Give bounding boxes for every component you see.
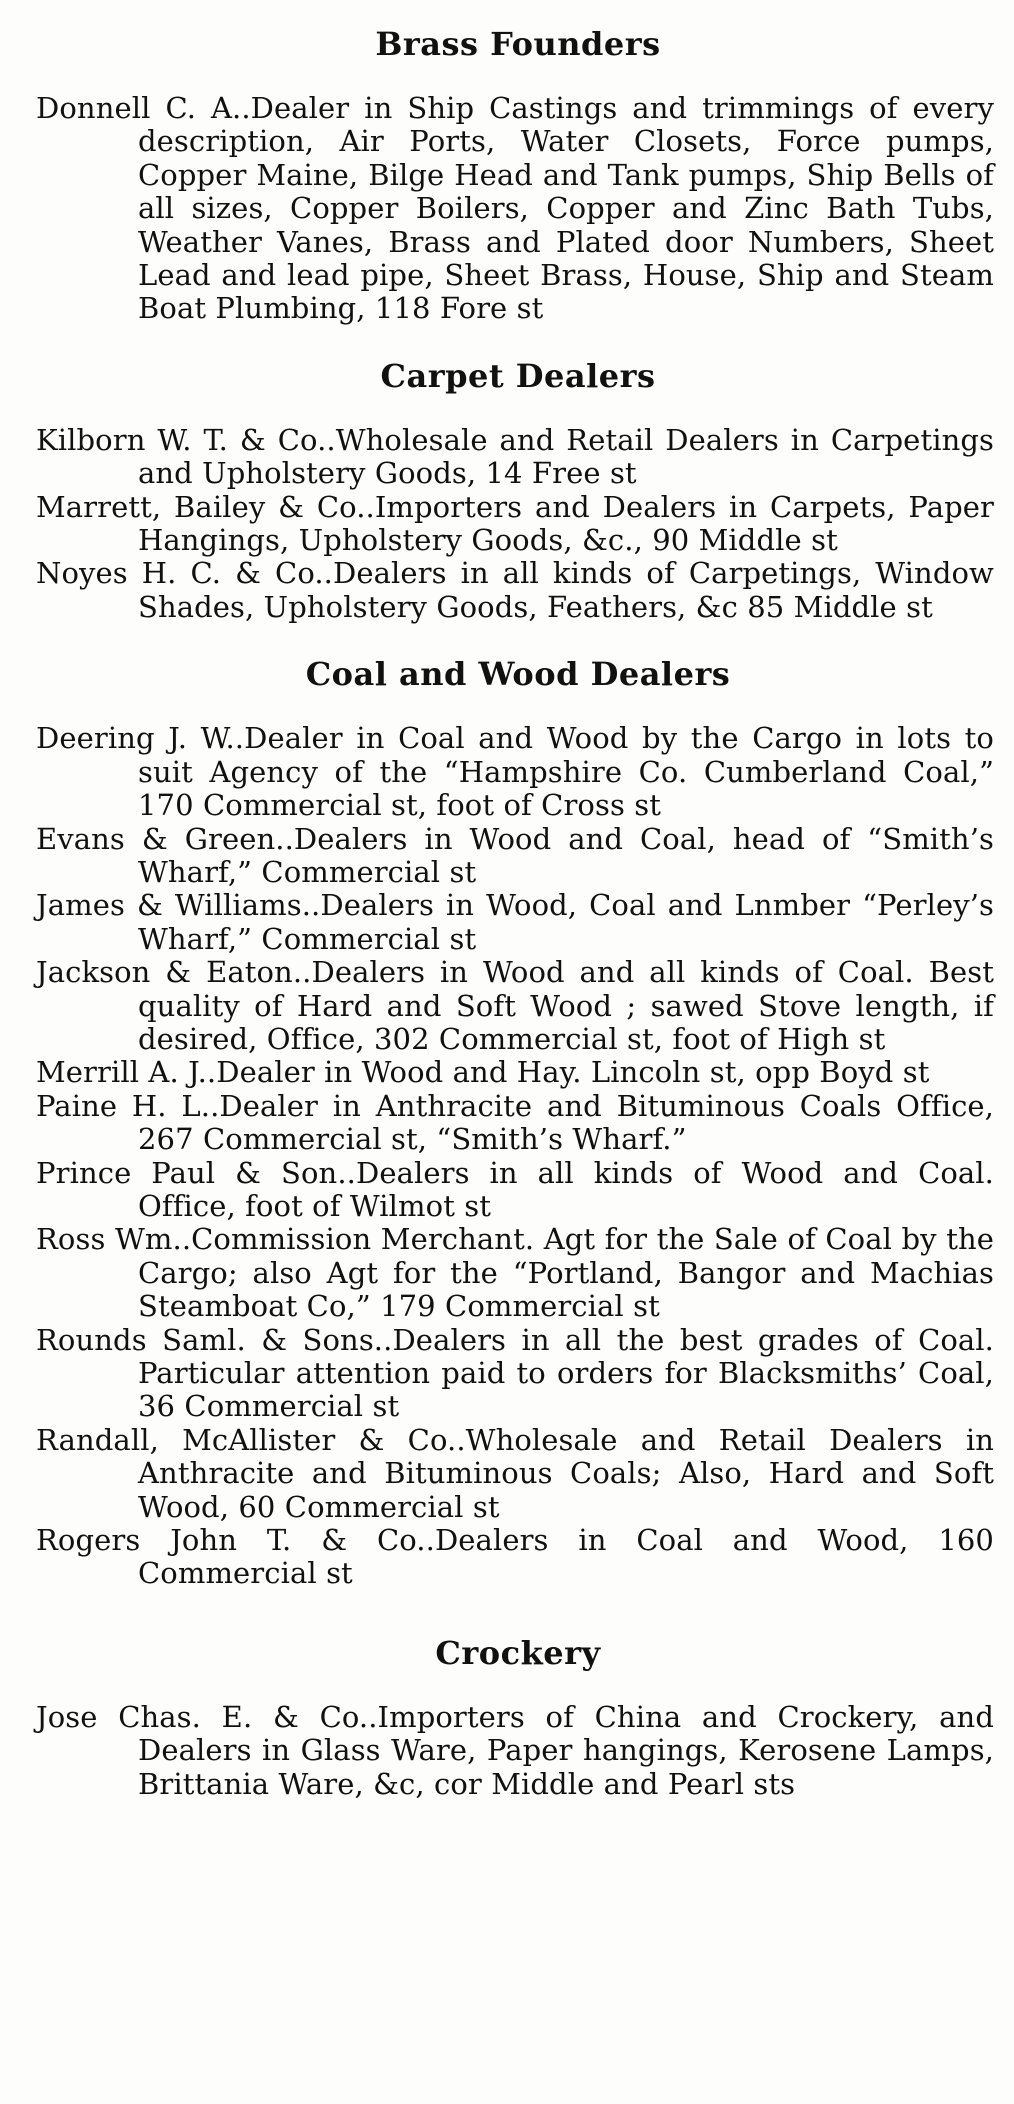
directory-entry (36, 722, 994, 822)
entry-text: Dealers in Wood and Coal, head of “Smith’s Wharf,” Commercial st (138, 821, 994, 889)
entry-name: Evans & Green.. (36, 821, 294, 856)
entry-text: Importers and Dealers in Carpets, Paper Hangings, Upholstery Goods, &c., 90 Middle st (138, 489, 995, 558)
entry-text: Dealers in Wood and all kinds of Coal. Best quality of Hard and Soft Wood ; sawed Stove length, if desired, Office, 302 Commercial st, foot of High st (138, 955, 995, 1056)
entry-name: Kilborn W. T. & Co.. (36, 422, 336, 457)
entry-name: Noyes H. C. & Co.. (36, 556, 333, 591)
directory-entry (36, 1424, 994, 1524)
entry-text: Dealer in Wood and Hay. Lincoln st, opp Boyd st (216, 1055, 930, 1090)
section-heading: Carpet Dealers (380, 356, 656, 395)
section-heading: Brass Founders (375, 25, 661, 63)
entry-text: Dealers in Wood, Coal and Lnmber “Perley’s Wharf,” Commercial st (138, 888, 995, 956)
section-heading: Coal and Wood Dealers (305, 655, 731, 694)
directory-entry (36, 491, 994, 558)
directory-entry (36, 1056, 994, 1089)
directory-entry (36, 1090, 994, 1157)
section-heading: Crockery (435, 1633, 601, 1672)
entry-text: Wholesale and Retail Dealers in Carpetings and Upholstery Goods, 14 Free st (138, 422, 994, 491)
section-crockery (36, 1633, 994, 1801)
entry-text: Dealers in all kinds of Wood and Coal. Office, foot of Wilmot st (138, 1155, 995, 1223)
entry-name: Donnell C. A.. (36, 91, 251, 125)
entry-name: Paine H. L.. (36, 1088, 220, 1123)
section-coal-and-wood-dealers (36, 654, 994, 1591)
directory-entry (36, 1324, 994, 1424)
entry-text: Dealer in Anthracite and Bituminous Coals Office, 267 Commercial st, “Smith’s Wharf.” (138, 1088, 994, 1157)
entry-name: Ross Wm.. (36, 1222, 192, 1257)
directory-entry (36, 92, 994, 326)
entry-text: Dealers in Coal and Wood, 160 Commercial st (138, 1523, 994, 1591)
entry-name: Rounds Saml. & Sons.. (36, 1322, 393, 1357)
entry-name: Rogers John T. & Co.. (36, 1523, 435, 1558)
section-carpet-dealers (36, 356, 994, 624)
entry-name: Prince Paul & Son.. (36, 1155, 356, 1190)
entry-text: Wholesale and Retail Dealers in Anthracite and Bituminous Coals; Also, Hard and Soft Wood, 60 Commercial st (138, 1422, 995, 1524)
entry-name: Deering J. W.. (36, 721, 245, 756)
entry-name: Marrett, Bailey & Co.. (36, 489, 375, 524)
directory-entry (36, 889, 994, 956)
directory-entry (36, 424, 994, 491)
entry-text: Dealer in Ship Castings and trimmings of every description, Air Ports, Water Closets, Force pumps, Copper Maine, Bilge Head and Tank pumps, Ship Bells of all sizes, Copper Boilers, Copper and Zinc Bath Tubs, Weather Vanes, Brass and Plated door Numbers, Sheet Lead and lead pipe, Sheet Brass, House, Ship and Steam Boat Plumbing, 118 Fore st (138, 91, 994, 326)
entry-text: Dealer in Coal and Wood by the Cargo in lots to suit Agency of the “Hampshire Co. Cumberland Coal,” 170 Commercial st, foot of Cross st (138, 721, 994, 823)
entry-text: Commission Merchant. Agt for the Sale of Coal by the Cargo; also Agt for the “Portland, Bangor and Machias Steamboat Co,” 179 Commercial st (138, 1222, 994, 1324)
directory-entry (36, 557, 994, 624)
entry-text: Dealers in all the best grades of Coal. Particular attention paid to orders for Blacksmiths’ Coal, 36 Commercial st (138, 1322, 994, 1424)
directory-entry (36, 1701, 994, 1801)
directory-entry (36, 1157, 994, 1224)
entry-name: Jackson & Eaton.. (36, 955, 312, 990)
directory-entry (36, 1223, 994, 1323)
directory-entry (36, 1524, 994, 1591)
directory-entry (36, 956, 994, 1056)
entry-name: Jose Chas. E. & Co.. (36, 1699, 378, 1734)
entry-text: Importers of China and Crockery, and Dealers in Glass Ware, Paper hangings, Kerosene Lamps, Brittania Ware, &c, cor Middle and Pearl sts (138, 1699, 994, 1801)
entry-name: Merrill A. J.. (36, 1055, 217, 1090)
entry-name: Randall, McAllister & Co.. (36, 1422, 466, 1457)
entry-name: James & Williams.. (36, 888, 321, 923)
section-brass-founders (36, 24, 994, 326)
directory-entry (36, 823, 994, 890)
entry-text: Dealers in all kinds of Carpetings, Window Shades, Upholstery Goods, Feathers, &c 85 Middle st (138, 556, 994, 624)
